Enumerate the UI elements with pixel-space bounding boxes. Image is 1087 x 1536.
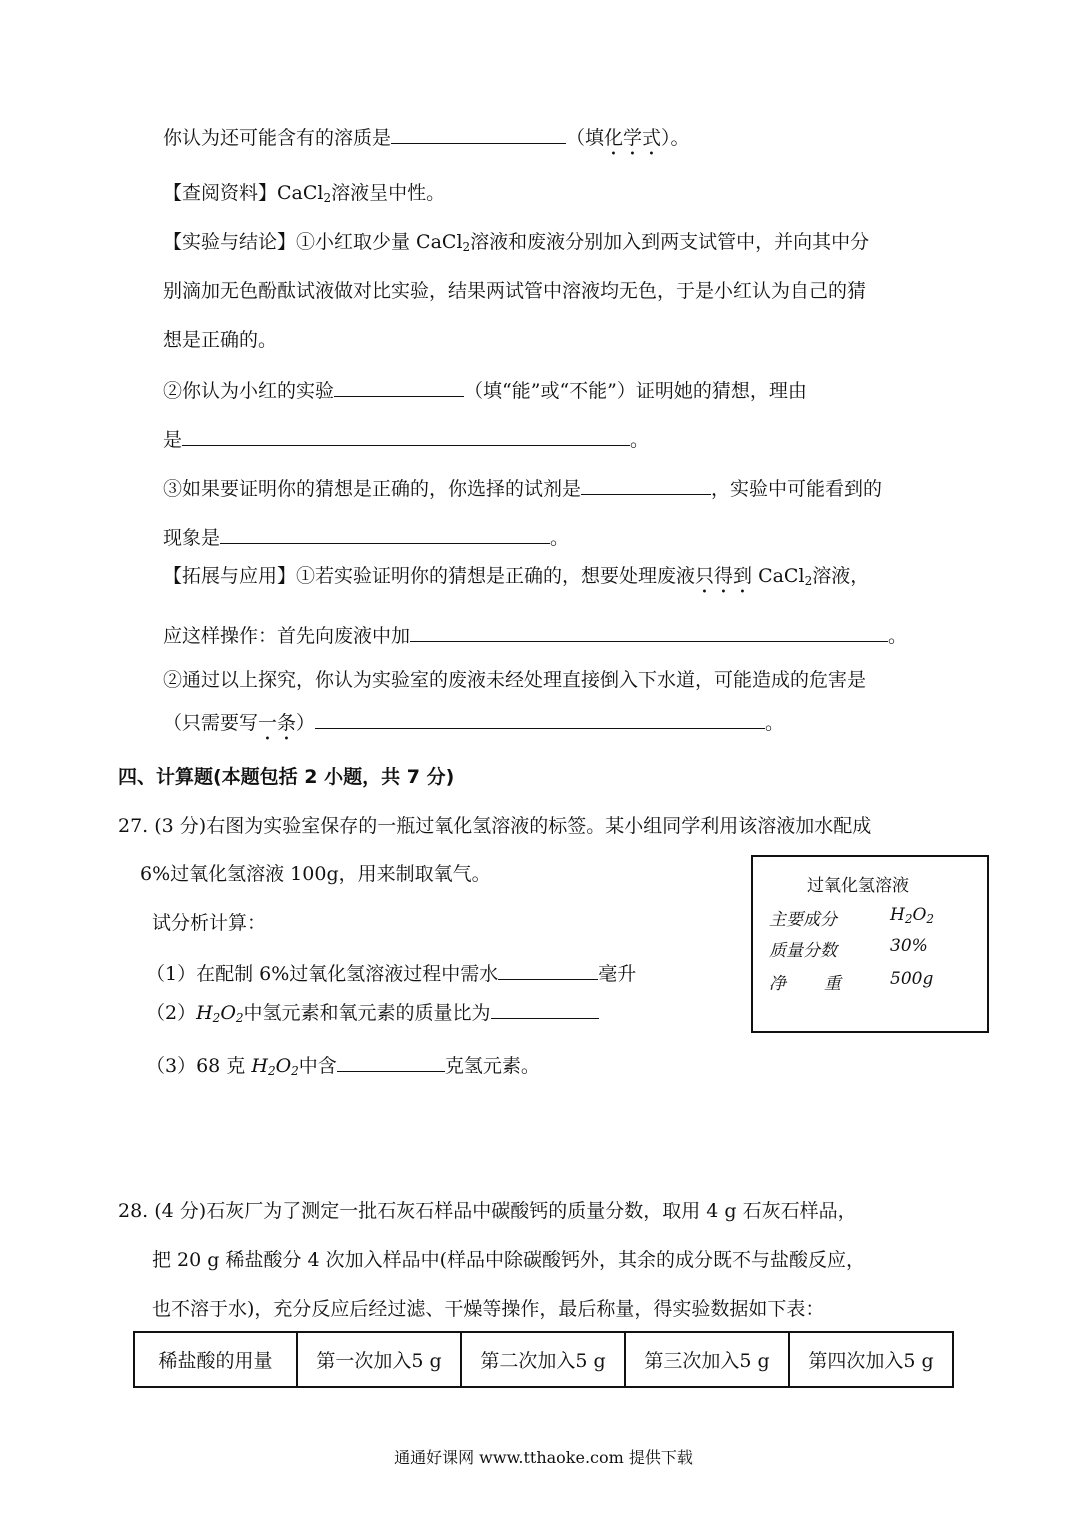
line-extension bbox=[163, 563, 869, 598]
text: 。 bbox=[630, 429, 650, 451]
text: （只需要写 bbox=[163, 712, 259, 734]
text: ，实验中可能看到的 bbox=[711, 478, 883, 500]
reagent-label bbox=[751, 855, 989, 1033]
formula: O bbox=[220, 1002, 236, 1024]
text: 【查阅资料】CaCl bbox=[163, 182, 324, 204]
subscript: 2 bbox=[462, 240, 471, 254]
label-value: 30% bbox=[890, 936, 928, 956]
text: 。 bbox=[550, 527, 570, 549]
text: 克氢元素。 bbox=[444, 1055, 540, 1077]
answer-blank-reagent[interactable] bbox=[581, 474, 711, 495]
text: 你认为还可能含有的溶质是 bbox=[163, 127, 392, 149]
label-value bbox=[890, 905, 934, 926]
text: 溶液， bbox=[812, 565, 870, 587]
answer-blank-phenomenon[interactable] bbox=[220, 523, 550, 544]
text: 【实验与结论】①小红取少量 CaCl bbox=[163, 231, 463, 253]
text: 中氢元素和氧元素的质量比为 bbox=[243, 1002, 491, 1024]
text: ③如果要证明你的猜想是正确的，你选择的试剂是 bbox=[163, 478, 582, 500]
answer-blank-solute[interactable] bbox=[391, 123, 566, 144]
label-key: 主要成分 bbox=[769, 910, 837, 930]
line-solute-guess bbox=[163, 123, 690, 160]
text: 【拓展与应用】①若实验证明你的猜想是正确的，想要处理废液 bbox=[163, 565, 696, 587]
label-key: 质量分数 bbox=[769, 941, 837, 961]
formula: H bbox=[890, 905, 905, 925]
text: （1）在配制 6%过氧化氢溶液过程中需水 bbox=[146, 963, 499, 985]
text: 是 bbox=[163, 429, 183, 451]
q28-line-1: 28. (4 分)石灰厂为了测定一批石灰石样品中碳酸钙的质量分数，取用 4 g 石灰石样品， bbox=[118, 1200, 857, 1222]
formula: O bbox=[275, 1055, 292, 1077]
text: ②你认为小红的实验 bbox=[163, 380, 335, 402]
text: 溶液和废液分别加入到两支试管中，并向其中分 bbox=[470, 231, 870, 253]
subscript: 2 bbox=[926, 912, 935, 926]
answer-blank-hydrogen-mass[interactable] bbox=[337, 1051, 445, 1072]
q27-subquestion-3 bbox=[146, 1051, 540, 1084]
answer-blank-operation[interactable] bbox=[410, 621, 888, 642]
label-key: 净 bbox=[769, 974, 786, 994]
text: 。 bbox=[765, 712, 785, 734]
line-operation bbox=[163, 621, 907, 649]
q27-subquestion-1 bbox=[146, 959, 636, 987]
reagent-label-row-fraction bbox=[769, 936, 928, 961]
reagent-label-row-weight bbox=[769, 969, 934, 994]
text: 溶液呈中性。 bbox=[331, 182, 446, 204]
q28-line-2: 把 20 g 稀盐酸分 4 次加入样品中(样品中除碳酸钙外，其余的成分既不与盐酸反应， bbox=[152, 1249, 866, 1271]
formula: H bbox=[251, 1055, 268, 1077]
text: （3）68 克 bbox=[146, 1055, 252, 1077]
line-phenomenon bbox=[163, 523, 569, 551]
line-reference-info bbox=[163, 180, 445, 211]
subscript: 2 bbox=[267, 1064, 276, 1078]
answer-blank-harm[interactable] bbox=[315, 708, 765, 729]
subscript: 2 bbox=[323, 191, 332, 205]
section-heading-calc: 四、计算题(本题包括 2 小题，共 7 分) bbox=[118, 766, 455, 788]
emphasis-text: 化学式 bbox=[604, 127, 662, 149]
line-experiment-3: 想是正确的。 bbox=[163, 329, 278, 351]
line-harm-question: ②通过以上探究，你认为实验室的废液未经处理直接倒入下水道，可能造成的危害是 bbox=[163, 669, 867, 691]
emphasis-text: 只得到 bbox=[695, 565, 753, 587]
line-question-3 bbox=[163, 474, 882, 502]
line-experiment-1 bbox=[163, 229, 869, 260]
q27-line-2: 6%过氧化氢溶液 100g，用来制取氧气。 bbox=[140, 863, 491, 885]
label-key: 重 bbox=[824, 974, 841, 994]
table-cell: 第二次加入5 g bbox=[461, 1332, 625, 1387]
emphasis-text: 一条 bbox=[258, 712, 297, 734]
text: （填“能”或“不能”）证明她的猜想，理由 bbox=[464, 380, 807, 402]
text: 现象是 bbox=[163, 527, 221, 549]
subscript: 2 bbox=[235, 1011, 244, 1025]
page-footer: 通通好课网 www.tthaoke.com 提供下载 bbox=[394, 1448, 693, 1467]
text: 应这样操作：首先向废液中加 bbox=[163, 625, 411, 647]
text: ）。 bbox=[661, 127, 690, 149]
answer-blank-mass-ratio[interactable] bbox=[491, 998, 599, 1019]
line-question-2 bbox=[163, 376, 807, 404]
answer-blank-water[interactable] bbox=[498, 959, 598, 980]
text: CaCl bbox=[752, 565, 805, 587]
subscript: 2 bbox=[904, 912, 913, 926]
q27-line-1: 27. (3 分)右图为实验室保存的一瓶过氧化氢溶液的标签。某小组同学利用该溶液加水配成 bbox=[118, 815, 872, 837]
q28-line-3: 也不溶于水)，充分反应后经过滤、干燥等操作，最后称量，得实验数据如下表： bbox=[152, 1298, 825, 1320]
acid-data-table bbox=[133, 1331, 954, 1388]
table-cell: 第一次加入5 g bbox=[297, 1332, 461, 1387]
reagent-label-title: 过氧化氢溶液 bbox=[807, 876, 909, 896]
reagent-label-row-composition bbox=[769, 905, 935, 930]
text: （2） bbox=[146, 1002, 197, 1024]
text: 。 bbox=[888, 625, 908, 647]
line-reason bbox=[163, 425, 649, 453]
q27-subquestion-2 bbox=[146, 998, 599, 1031]
line-experiment-2: 别滴加无色酚酞试液做对比实验，结果两试管中溶液均无色，于是小红认为自己的猜 bbox=[163, 280, 867, 302]
formula: H bbox=[196, 1002, 213, 1024]
line-harm-answer bbox=[163, 708, 784, 745]
answer-blank-reason[interactable] bbox=[182, 425, 630, 446]
subscript: 2 bbox=[804, 574, 813, 588]
label-value: 500g bbox=[890, 969, 934, 989]
q27-line-3: 试分析计算： bbox=[152, 912, 267, 934]
table-cell: 稀盐酸的用量 bbox=[134, 1332, 297, 1387]
text: ） bbox=[296, 712, 316, 734]
table-cell: 第四次加入5 g bbox=[789, 1332, 953, 1387]
subscript: 2 bbox=[291, 1064, 299, 1078]
text: 中含 bbox=[298, 1055, 337, 1077]
table-row bbox=[134, 1332, 953, 1387]
formula: O bbox=[912, 905, 927, 925]
subscript: 2 bbox=[212, 1011, 221, 1025]
answer-blank-can[interactable] bbox=[334, 376, 464, 397]
table-cell: 第三次加入5 g bbox=[625, 1332, 789, 1387]
text: （填 bbox=[566, 127, 605, 149]
text: 毫升 bbox=[598, 963, 637, 985]
